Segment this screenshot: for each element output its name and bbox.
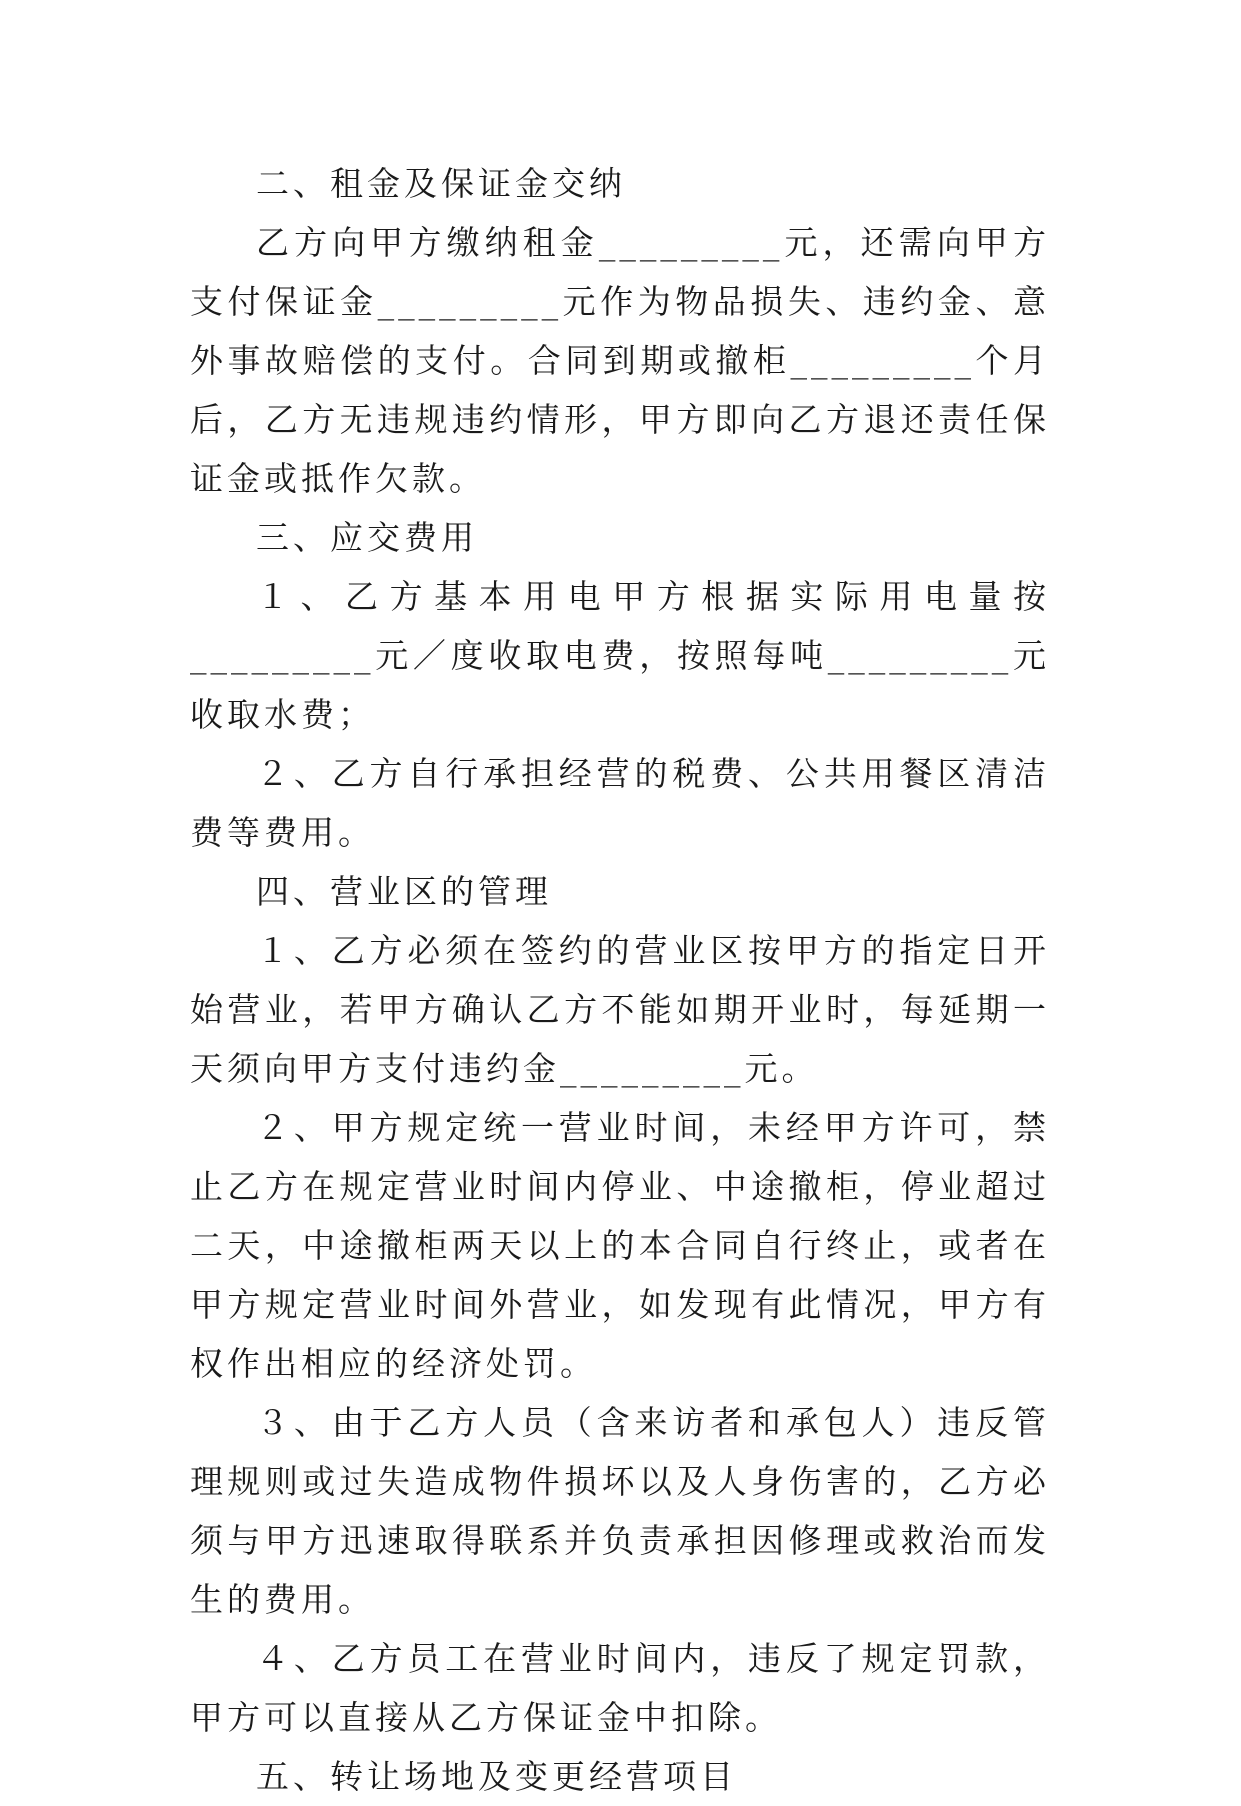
- paragraph-management-hours: ２、甲方规定统一营业时间，未经甲方许可，禁止乙方在规定营业时间内停业、中途撤柜，停业超过二天，中途撤柜两天以上的本合同自行终止，或者在甲方规定营业时间外营业，如发现有此情况，甲方有权作出相应的经济处罚。: [190, 1108, 1050, 1383]
- paragraph-fees-taxes: ２、乙方自行承担经营的税费、公共用餐区清洁费等费用。: [190, 754, 1050, 852]
- paragraph-rent-deposit: 乙方向甲方缴纳租金_________元，还需向甲方支付保证金_________元作为物品损失、违约金、意外事故赔偿的支付。合同到期或撤柜_________个月后，乙方无违规违约情形，甲方即向乙方退还责任保证金或抵作欠款。: [190, 223, 1050, 498]
- paragraph-management-opening: １、乙方必须在签约的营业区按甲方的指定日开始营业，若甲方确认乙方不能如期开业时，每延期一天须向甲方支付违约金_________元。: [190, 931, 1050, 1088]
- paragraph-management-fines: ４、乙方员工在营业时间内，违反了规定罚款，甲方可以直接从乙方保证金中扣除。: [190, 1639, 1050, 1737]
- paragraph-management-damage: ３、由于乙方人员（含来访者和承包人）违反管理规则或过失造成物件损坏以及人身伤害的，乙方必须与甲方迅速取得联系并负责承担因修理或救治而发生的费用。: [190, 1403, 1050, 1619]
- section-heading-management: 四、营业区的管理: [256, 872, 552, 911]
- section-heading-rent-deposit: 二、租金及保证金交纳: [256, 164, 626, 203]
- document-body: [190, 154, 1050, 1806]
- paragraph-fees-utilities: １、乙方基本用电甲方根据实际用电量按_________元／度收取电费，按照每吨_________元收取水费；: [190, 577, 1050, 734]
- section-heading-fees: 三、应交费用: [256, 518, 478, 557]
- section-heading-transfer: 五、转让场地及变更经营项目: [256, 1757, 737, 1796]
